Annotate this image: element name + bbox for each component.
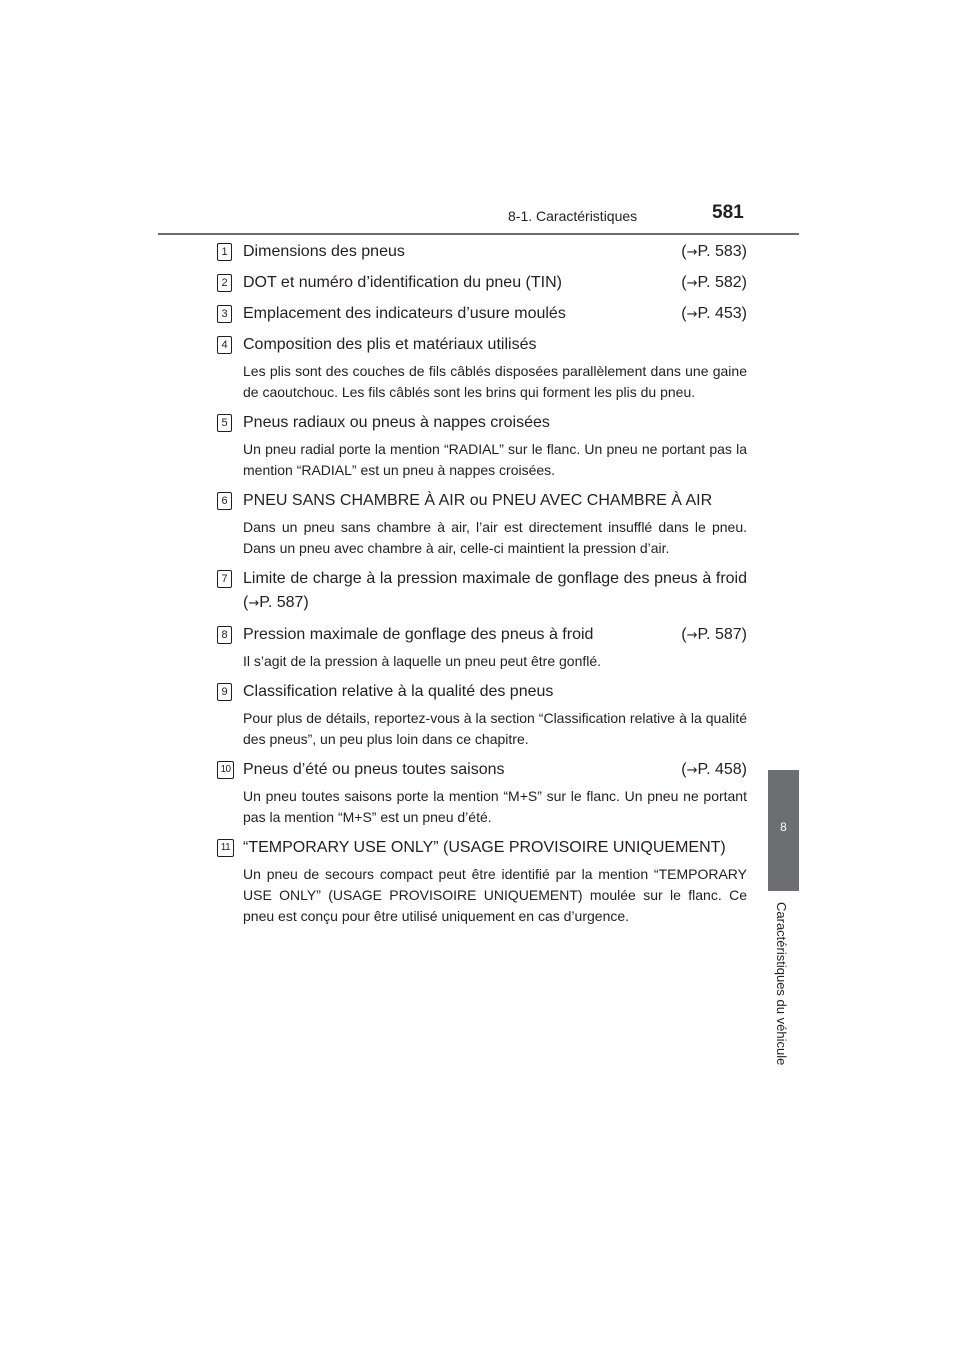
item-title: Emplacement des indicateurs d’usure moulés [243,305,566,322]
page-number: 581 [712,202,744,223]
list-item [217,567,747,616]
list-item [217,411,747,481]
item-number: 11 [217,839,234,857]
item-description: Les plis sont des couches de fils câblés disposées parallèlement dans une gaine de caoutchouc. Les fils câblés sont les brins qui forment les plis du pneu. [243,363,747,400]
list-item [217,302,747,326]
list-item [217,489,747,559]
item-title: Pression maximale de gonflage des pneus à froid [243,626,594,643]
item-number: 2 [217,274,232,292]
right-arrow-icon: → [248,596,260,611]
item-description: Un pneu radial porte la mention “RADIAL” sur le flanc. Un pneu ne portant pas la mention “RADIAL” est un pneu à nappes croisées. [243,441,747,478]
item-title: Composition des plis et matériaux utilisés [243,336,537,353]
right-arrow-icon: → [686,763,698,778]
list-item [217,836,747,927]
item-number: 9 [217,683,232,701]
list-item [217,271,747,295]
list-item [217,758,747,828]
chapter-label: Caractéristiques du véhicule [774,902,789,1066]
page-reference: P. 587) [259,594,309,611]
item-description: Un pneu toutes saisons porte la mention “M+S” sur le flanc. Un pneu ne portant pas la mention “M+S” est un pneu d’été. [243,788,747,825]
item-title: DOT et numéro d’identification du pneu (TIN) [243,274,562,291]
right-arrow-icon: → [686,276,698,291]
item-number: 5 [217,414,232,432]
list-item [217,623,747,672]
item-description: Un pneu de secours compact peut être identifié par la mention “TEMPORARY USE ONLY” (USAGE PROVISOIRE UNIQUEMENT) moulée sur le flanc. Ce pneu est conçu pour être utilisé uniquement en cas d’urgence. [243,866,747,924]
right-arrow-icon: → [686,307,698,322]
item-title: Pneus d’été ou pneus toutes saisons [243,761,505,778]
chapter-number: 8 [780,820,787,834]
item-title: Classification relative à la qualité des pneus [243,683,554,700]
list-item [217,680,747,750]
item-description: Pour plus de détails, reportez-vous à la section “Classification relative à la qualité des pneus”, un peu plus loin dans ce chapitre. [243,710,747,747]
item-number: 4 [217,336,232,354]
item-number: 7 [217,570,232,588]
item-number: 3 [217,305,232,323]
item-number: 6 [217,492,232,510]
item-title: Limite de charge à la pression maximale de gonflage des pneus à froid ( [243,570,747,611]
header-divider [158,233,799,235]
item-description: Dans un pneu sans chambre à air, l’air est directement insufflé dans le pneu. Dans un pneu avec chambre à air, celle-ci maintient la pression d’air. [243,519,747,556]
item-title: “TEMPORARY USE ONLY” (USAGE PROVISOIRE UNIQUEMENT) [243,839,726,856]
item-number: 10 [217,761,234,779]
tire-label-list [217,240,747,927]
list-item [217,240,747,264]
item-title: Pneus radiaux ou pneus à nappes croisées [243,414,550,431]
page-reference: (→P. 458) [681,761,747,778]
page-reference: (→P. 583) [681,243,747,260]
right-arrow-icon: → [686,245,698,260]
page-reference: (→P. 453) [681,305,747,322]
section-title: 8-1. Caractéristiques [508,208,638,224]
chapter-tab [768,770,799,891]
item-title: Dimensions des pneus [243,243,405,260]
item-title: PNEU SANS CHAMBRE À AIR ou PNEU AVEC CHAMBRE À AIR [243,492,713,509]
page-reference: (→P. 587) [681,626,747,643]
page-header [0,0,960,240]
item-description: Il s’agit de la pression à laquelle un pneu peut être gonflé. [243,653,602,669]
page-reference: (→P. 582) [681,274,747,291]
right-arrow-icon: → [686,628,698,643]
list-item [217,333,747,403]
item-number: 1 [217,243,232,261]
item-number: 8 [217,626,232,644]
